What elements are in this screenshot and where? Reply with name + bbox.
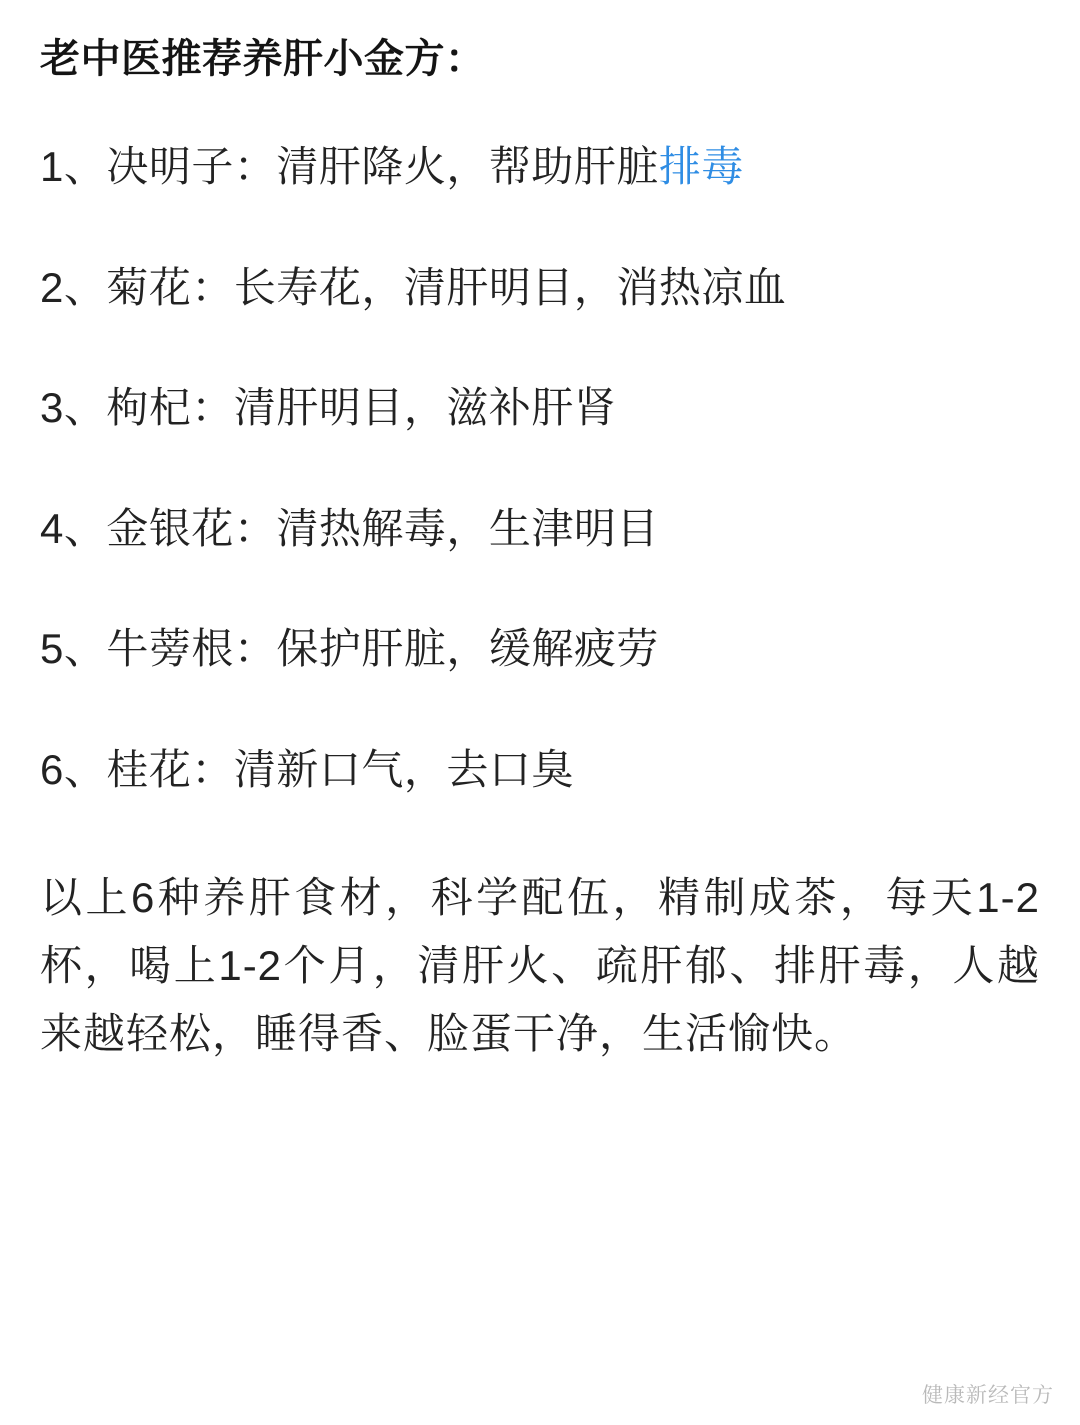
list-item [40,622,1040,677]
list-item-text: 4、金银花：清热解毒，生津明目 [40,504,659,552]
list-item-text: 2、菊花：长寿花，清肝明目，消热凉血 [40,263,787,311]
list-item-text: 6、桂花：清新口气，去口臭 [40,745,574,793]
list-item [40,261,1040,316]
page-title: 老中医推荐养肝小金方： [40,37,486,81]
list-item [40,502,1040,557]
list-item-text: 5、牛蒡根：保护肝脏，缓解疲劳 [40,625,659,673]
list-item-highlight[interactable]: 排毒 [658,143,744,190]
list-item-text: 3、枸杞：清肝明目，滋补肝肾 [40,384,617,432]
list-item [40,381,1040,436]
watermark-label: 健康新经官方 [922,1384,1054,1407]
list-item-text: 1、决明子：清肝降火，帮助肝脏 [40,143,659,190]
list-item [40,743,1040,798]
list-item [40,140,1040,195]
summary-paragraph: 以上6种养肝食材，科学配伍，精制成茶，每天1-2杯，喝上1-2个月，清肝火、疏肝郁、排肝毒，人越来越轻松，睡得香、脸蛋干净，生活愉快。 [40,873,1040,1057]
